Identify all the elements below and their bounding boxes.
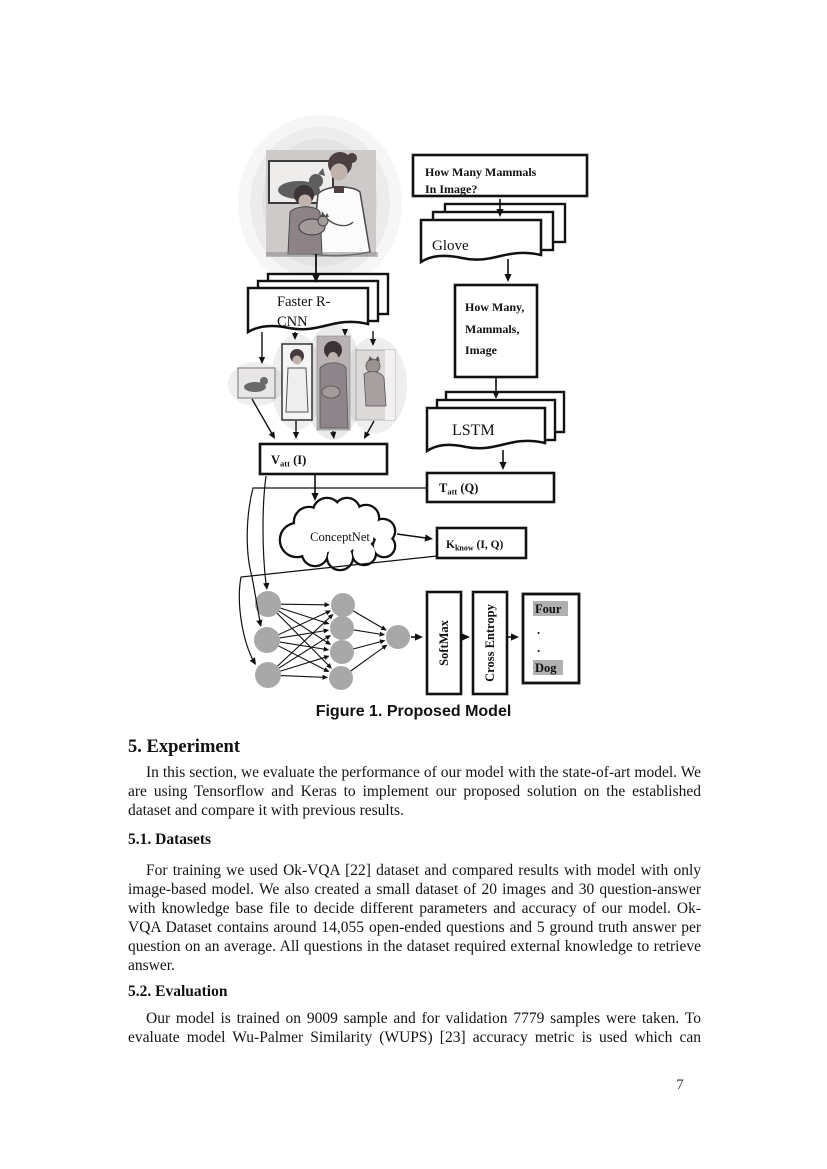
- region-crop-dog: [238, 368, 275, 398]
- arrowhead: [415, 633, 423, 640]
- paragraph-experiment: In this section, we evaluate the performance of our model with the state-of-art model. We are using Tensorflow and Keras to implement our proposed solution on the established dataset and compare it with previous results.: [128, 764, 701, 819]
- svg-text:Kknow (I, Q): [446, 539, 504, 553]
- t-att-sub: att: [447, 486, 458, 497]
- k-know-box: [437, 528, 526, 558]
- k-know-sub: know: [454, 543, 474, 553]
- arrowhead: [511, 633, 519, 640]
- region-crop-woman: [317, 336, 350, 430]
- arrow-line: [280, 608, 325, 623]
- t-att-box: [427, 473, 554, 502]
- svg-text:Tatt (Q): [439, 481, 478, 497]
- nn-hidden-node: [331, 593, 355, 617]
- input-image-illustration: [266, 150, 378, 257]
- arrow-line: [353, 611, 383, 628]
- softmax-label: SoftMax: [437, 620, 451, 666]
- nn-hidden-node: [330, 640, 354, 664]
- answer-item-2: .: [537, 623, 541, 637]
- lstm-label: LSTM: [452, 422, 495, 439]
- arrow-line: [280, 657, 325, 671]
- vet-face: [331, 164, 348, 181]
- page-number: 7: [676, 1077, 684, 1093]
- faster-rcnn-line2: CNN: [277, 314, 308, 330]
- child-face: [299, 195, 312, 208]
- arrow-line: [397, 534, 427, 538]
- arrowhead: [379, 632, 385, 637]
- arrowhead: [323, 628, 329, 633]
- heading-evaluation: 5.2. Evaluation: [128, 983, 228, 1000]
- arrowhead: [462, 633, 470, 640]
- v-att-sub: att: [280, 458, 290, 469]
- arrow-line: [351, 647, 384, 671]
- arrowhead: [425, 534, 433, 541]
- arrow-line: [281, 604, 326, 605]
- arrowhead: [325, 640, 331, 645]
- v-att-box: [260, 444, 387, 474]
- arrowhead: [499, 462, 506, 470]
- k-know-main: K: [446, 539, 455, 551]
- arrow-line: [354, 630, 381, 634]
- arrowhead: [322, 675, 328, 680]
- paragraph-datasets: For training we used Ok-VQA [22] dataset and compared results with model with only image-based model. We also created a small dataset of 20 images and 30 question-answer with knowledge base file to decide different parameters and accuracy of our model. Ok-VQA Dataset contains around 14,055 open-ended questions and 5 ground truth answer per question on an average. All questions in the dataset required external knowledge to retrieve answer.: [128, 862, 701, 974]
- qwords-line3: Image: [465, 343, 497, 357]
- nn-output-node: [386, 625, 410, 649]
- arrowhead: [311, 493, 318, 501]
- faster-rcnn-line1: Faster R-: [277, 294, 331, 310]
- heading-experiment: 5. Experiment: [128, 737, 241, 757]
- neural-network: [254, 591, 410, 690]
- arrowhead: [504, 274, 511, 282]
- cross-entropy-label: Cross Entropy: [483, 604, 497, 682]
- cloud-fill: [374, 536, 394, 556]
- arrowhead: [263, 583, 269, 590]
- nn-input-node: [254, 627, 280, 653]
- v-att-rest: (I): [289, 453, 307, 467]
- lstm-stack: [427, 392, 564, 451]
- nn-hidden-node: [329, 666, 353, 690]
- arrowhead: [256, 619, 262, 627]
- connector-path: [263, 476, 266, 584]
- paragraph-evaluation: Our model is trained on 9009 sample and for validation 7779 samples were taken. To evaluate model Wu-Palmer Similarity (WUPS) [23] accuracy metric is used which can: [128, 1010, 701, 1046]
- answer-item-4: Dog: [535, 661, 557, 675]
- answer-item-3: .: [537, 641, 541, 655]
- figure-caption: Figure 1. Proposed Model: [315, 703, 512, 720]
- arrow-line: [354, 642, 382, 649]
- answer-item-1: Four: [535, 602, 562, 616]
- faster-rcnn-stack: [248, 274, 388, 332]
- qwords-line2: Mammals,: [465, 322, 520, 336]
- glove-stack: [421, 204, 565, 262]
- k-know-rest: (I, Q): [473, 539, 504, 551]
- heading-datasets: 5.1. Datasets: [128, 831, 212, 848]
- arrowhead: [293, 432, 299, 439]
- arrowhead: [379, 639, 385, 644]
- question-line2: In Image?: [425, 182, 478, 196]
- question-words-box: [455, 285, 537, 377]
- arrowhead: [325, 635, 331, 640]
- v-att-main: V: [271, 453, 281, 467]
- cross-entropy-box: [473, 592, 507, 694]
- conceptnet-label: ConceptNet: [310, 530, 370, 544]
- t-att-main: T: [439, 481, 448, 495]
- nn-input-node: [255, 662, 281, 688]
- glove-label: Glove: [432, 238, 469, 254]
- qwords-line1: How Many,: [465, 300, 525, 314]
- region-crop-cat: [356, 350, 395, 420]
- region-crop-vet: [282, 344, 312, 420]
- arrowhead: [323, 647, 329, 652]
- arrowhead: [324, 602, 330, 607]
- arrow-line: [281, 676, 324, 678]
- question-line1: How Many Mammals: [425, 165, 537, 179]
- softmax-box: [427, 592, 461, 694]
- answer-box: [523, 594, 579, 683]
- arrowhead: [382, 645, 388, 650]
- question-box: [413, 155, 587, 196]
- t-att-rest: (Q): [457, 481, 479, 495]
- arrowhead: [324, 655, 330, 660]
- nn-hidden-node: [330, 616, 354, 640]
